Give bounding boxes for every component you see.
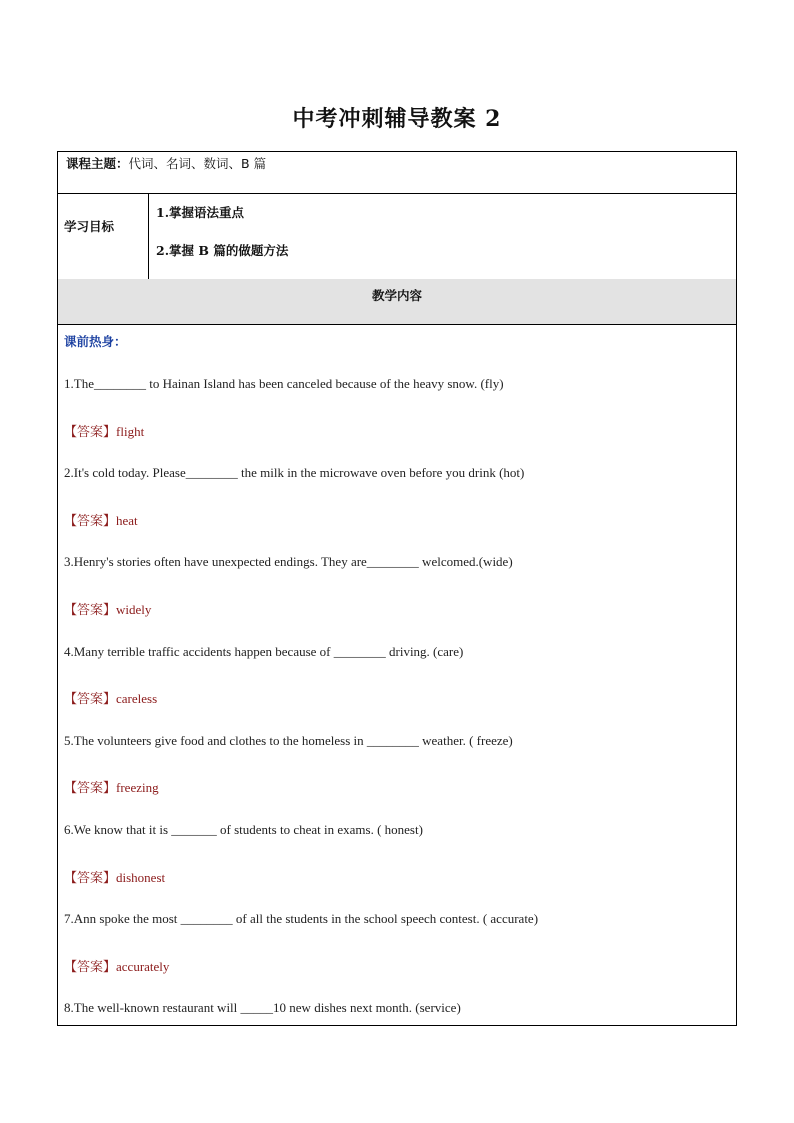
question-3: 3.Henry's stories often have unexpected endings. They are________ welcomed.(wide): [64, 554, 513, 570]
content-header: 教学内容: [371, 288, 422, 303]
answer-tag: 【答案】: [64, 692, 117, 708]
answer-tag: 【答案】: [64, 513, 117, 529]
answer-value: heat: [116, 512, 138, 528]
answer-tag: 【答案】: [64, 870, 117, 886]
lesson-plan-table: [57, 151, 737, 1026]
topic-label: 课程主题：: [66, 156, 129, 171]
answer-5: [64, 777, 159, 796]
goals-label: 学习目标: [64, 219, 115, 234]
answer-value: flight: [116, 423, 145, 439]
question-8: 8.The well-known restaurant will _____10 new dishes next month. (service): [64, 1000, 461, 1016]
answer-value: accurately: [116, 958, 170, 974]
answer-7: [64, 956, 169, 975]
topic-row: [58, 152, 736, 194]
answer-value: dishonest: [116, 869, 166, 885]
goal-item-1: 1.掌握语法重点: [156, 205, 245, 220]
topic-value: 代词、名词、数词、B 篇: [128, 156, 267, 171]
answer-value: freezing: [116, 780, 159, 796]
question-6: 6.We know that it is _______ of students to cheat in exams. ( honest): [64, 822, 423, 837]
topic-line: [66, 154, 266, 172]
question-2: 2.It's cold today. Please________ the milk in the microwave oven before you drink (hot): [64, 465, 525, 481]
answer-2: [64, 510, 138, 529]
answer-value: careless: [116, 691, 158, 707]
answer-tag: 【答案】: [64, 603, 117, 618]
goals-label-cell: [58, 193, 149, 279]
goal-item-2: 2.掌握 B 篇的做题方法: [156, 243, 289, 258]
question-1: 1.The________ to Hainan Island has been canceled because of the heavy snow. (fly): [64, 376, 504, 391]
answer-3: [64, 599, 151, 618]
answer-tag: 【答案】: [64, 424, 117, 440]
content-header-row: [58, 279, 736, 325]
question-5: 5.The volunteers give food and clothes to the homeless in ________ weather. ( freeze): [64, 732, 513, 748]
goals-row: [58, 193, 736, 280]
question-7: 7.Ann spoke the most ________ of all the students in the school speech contest. ( accurate): [64, 911, 539, 927]
answer-tag: 【答案】: [64, 781, 117, 797]
answer-1: [64, 421, 144, 440]
warmup-label: 课前热身：: [64, 334, 127, 349]
answer-4: [64, 688, 157, 707]
answer-value: widely: [116, 602, 152, 617]
question-4: 4.Many terrible traffic accidents happen because of ________ driving. (care): [64, 643, 464, 659]
page-title: 中考冲刺辅导教案 2: [292, 106, 502, 132]
answer-tag: 【答案】: [64, 959, 117, 975]
answer-6: [64, 867, 165, 886]
